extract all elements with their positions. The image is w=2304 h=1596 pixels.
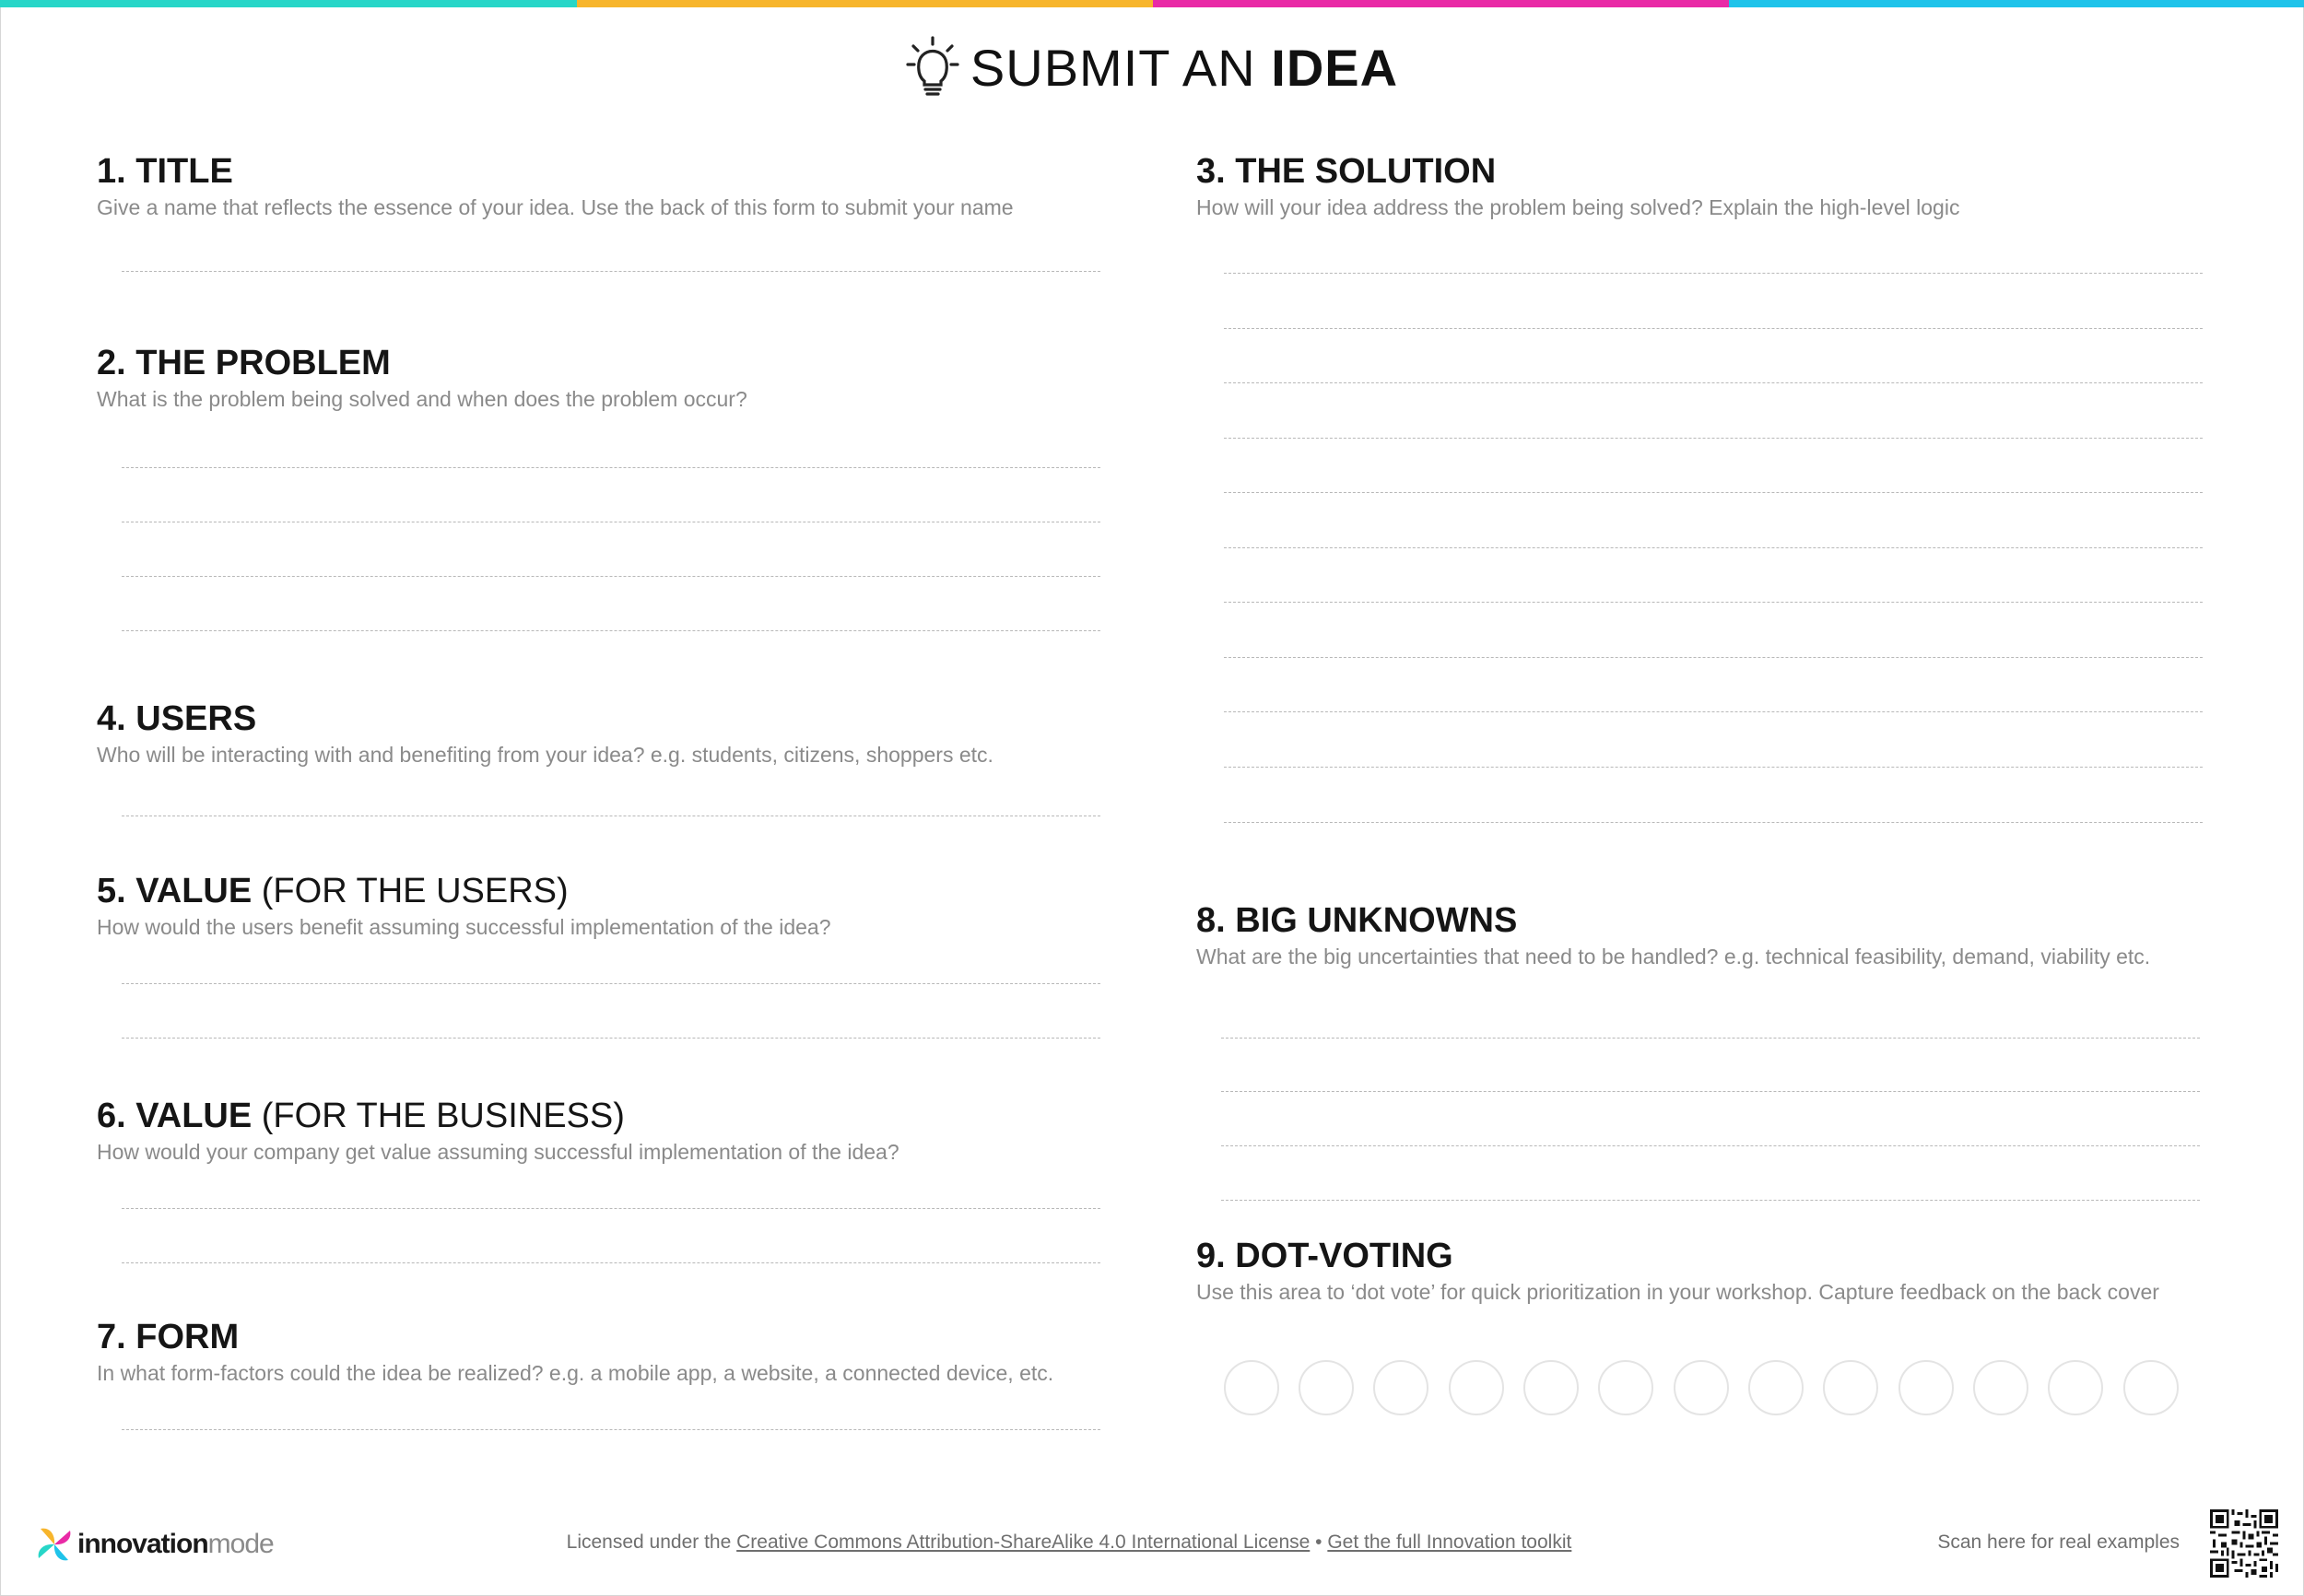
writing-line[interactable] [122, 576, 1100, 577]
section-description: What is the problem being solved and when does the problem occur? [97, 387, 747, 411]
top-bar-segment-blue [1729, 0, 2304, 7]
brand-logo[interactable] [35, 1522, 274, 1567]
writing-line[interactable] [122, 1262, 1100, 1263]
section-heading [97, 1096, 899, 1136]
writing-line[interactable] [1221, 1200, 2200, 1201]
writing-line[interactable] [1224, 547, 2203, 548]
top-bar-segment-orange [577, 0, 1153, 7]
section-title [97, 151, 1014, 221]
section-description: Use this area to ‘dot vote’ for quick prioritization in your workshop. Capture feedback on the back cover [1196, 1280, 2159, 1304]
scan-caption: Scan here for real examples [1937, 1531, 2180, 1553]
form-title-light: SUBMIT AN [970, 38, 1256, 97]
writing-line[interactable] [1224, 438, 2203, 439]
writing-line[interactable] [122, 467, 1100, 468]
vote-dot[interactable] [1299, 1360, 1354, 1415]
form-header [0, 26, 2304, 109]
section-users [97, 698, 993, 769]
section-heading: 3. THE SOLUTION [1196, 152, 1497, 191]
section-heading-suffix: (FOR THE BUSINESS) [261, 1097, 625, 1135]
vote-dot[interactable] [1224, 1360, 1279, 1415]
section-heading: 8. BIG UNKNOWNS [1196, 901, 1518, 940]
form-title-bold: IDEA [1271, 38, 1399, 97]
vote-dot[interactable] [1748, 1360, 1804, 1415]
writing-line[interactable] [1224, 273, 2203, 274]
license-notice [516, 1531, 1622, 1554]
section-description: How would your company get value assuming successful implementation of the idea? [97, 1140, 899, 1164]
writing-line[interactable] [1224, 711, 2203, 712]
writing-line[interactable] [122, 983, 1100, 984]
writing-line[interactable] [122, 1208, 1100, 1209]
innovationmode-logo-icon [35, 1525, 74, 1564]
top-bar-segment-teal [0, 0, 577, 7]
section-heading-suffix: (FOR THE USERS) [261, 872, 569, 910]
color-top-bar [0, 0, 2304, 7]
section-problem [97, 343, 747, 413]
section-description: In what form-factors could the idea be realized? e.g. a mobile app, a website, a connected device, etc. [97, 1361, 1054, 1385]
toolkit-link[interactable]: Get the full Innovation toolkit [1327, 1531, 1572, 1553]
writing-line[interactable] [1224, 767, 2203, 768]
section-description: How would the users benefit assuming successful implementation of the idea? [97, 915, 831, 939]
writing-line[interactable] [122, 1038, 1100, 1039]
writing-line[interactable] [1224, 382, 2203, 383]
vote-dot[interactable] [1373, 1360, 1428, 1415]
vote-dot[interactable] [1598, 1360, 1653, 1415]
qr-code-icon[interactable] [2210, 1509, 2278, 1578]
writing-line[interactable] [1224, 492, 2203, 493]
section-heading: 9. DOT-VOTING [1196, 1237, 1453, 1275]
section-heading [97, 871, 831, 911]
section-description: How will your idea address the problem being solved? Explain the high-level logic [1196, 195, 1960, 219]
section-heading: 2. THE PROBLEM [97, 344, 391, 382]
section-heading-bold: 6. VALUE [97, 1097, 253, 1135]
section-value-users [97, 871, 831, 941]
section-description: Give a name that reflects the essence of your idea. Use the back of this form to submit your name [97, 195, 1014, 219]
brand-name-light: mode [207, 1529, 274, 1559]
top-bar-segment-magenta [1153, 0, 1729, 7]
vote-dot[interactable] [1523, 1360, 1579, 1415]
writing-line[interactable] [122, 630, 1100, 631]
brand-name-bold: innovation [77, 1529, 208, 1559]
section-heading: 4. USERS [97, 699, 257, 738]
section-form [97, 1317, 1053, 1387]
lightbulb-icon [906, 35, 959, 100]
section-heading: 1. TITLE [97, 152, 233, 191]
section-description: What are the big uncertainties that need to be handled? e.g. technical feasibility, demand, viability etc. [1196, 945, 2151, 968]
vote-dot[interactable] [1823, 1360, 1878, 1415]
vote-dot[interactable] [1973, 1360, 2028, 1415]
section-description: Who will be interacting with and benefiting from your idea? e.g. students, citizens, shoppers etc. [97, 743, 993, 767]
writing-line[interactable] [1221, 1145, 2200, 1146]
vote-dot[interactable] [1674, 1360, 1729, 1415]
license-prefix: Licensed under the [566, 1531, 732, 1553]
section-heading: 7. FORM [97, 1318, 240, 1356]
footer-separator: • [1315, 1531, 1322, 1553]
vote-dot[interactable] [1898, 1360, 1954, 1415]
writing-line[interactable] [1224, 602, 2203, 603]
section-unknowns [1196, 900, 2150, 970]
writing-line[interactable] [1221, 1038, 2200, 1039]
section-solution [1196, 151, 1959, 221]
writing-line[interactable] [1224, 657, 2203, 658]
license-link[interactable]: Creative Commons Attribution-ShareAlike 4.0 International License [736, 1531, 1311, 1553]
section-value-business [97, 1096, 899, 1166]
writing-line[interactable] [122, 271, 1100, 272]
form-title [970, 38, 1398, 98]
section-dot-voting [1196, 1236, 2159, 1306]
writing-line[interactable] [122, 1429, 1100, 1430]
writing-line[interactable] [1224, 328, 2203, 329]
writing-line[interactable] [1224, 822, 2203, 823]
vote-dot[interactable] [2123, 1360, 2179, 1415]
vote-dot[interactable] [2048, 1360, 2103, 1415]
section-heading-bold: 5. VALUE [97, 872, 253, 910]
vote-dot[interactable] [1449, 1360, 1504, 1415]
writing-line[interactable] [1221, 1091, 2200, 1092]
